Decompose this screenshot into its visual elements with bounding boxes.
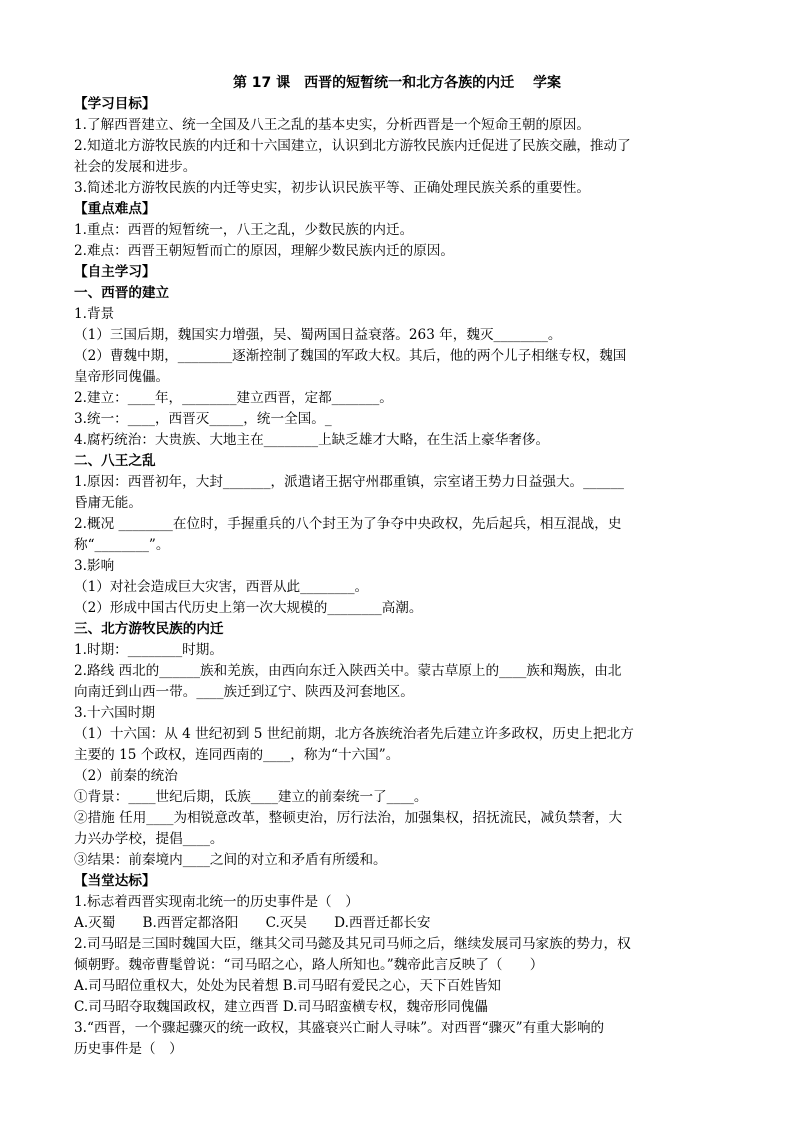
text-line: A.司马昭位重权大，处处为民着想 B.司马昭有爱民之心，天下百姓皆知 bbox=[74, 978, 501, 994]
section-heading: 【学习目标】 bbox=[74, 96, 156, 112]
text-line: （2）曹魏中期，________逐渐控制了魏国的军政大权。其后，他的两个儿子相继专权，魏国 bbox=[74, 348, 627, 364]
text-line: ①背景：____世纪后期，氐族____建立的前秦统一了____。 bbox=[74, 789, 428, 805]
text-line: （2）形成中国古代历史上第一次大规模的________高潮。 bbox=[74, 600, 423, 616]
text-line: （1）十六国：从 4 世纪初到 5 世纪前期，北方各族统治者先后建立许多政权，历史上把北方 bbox=[74, 726, 634, 742]
text-line: 社会的发展和进步。 bbox=[74, 159, 197, 175]
text-line: 3.影响 bbox=[74, 558, 115, 574]
text-line: （2）前秦的统治 bbox=[74, 768, 178, 784]
text-line: 2.难点：西晋王朝短暂而亡的原因，理解少数民族内迁的原因。 bbox=[74, 243, 454, 259]
text-line: ②措施 任用____为相锐意改革，整顿吏治，厉行法治，加强集权，招抚流民，减负禁奢，大 bbox=[74, 810, 623, 826]
text-line: ③结果：前秦境内____之间的对立和矛盾有所缓和。 bbox=[74, 852, 387, 868]
text-line: 1.重点：西晋的短暂统一，八王之乱，少数民族的内迁。 bbox=[74, 222, 414, 238]
text-line: 主要的 15 个政权，连同西南的____，称为“十六国”。 bbox=[74, 747, 400, 763]
text-line: 1.时期：________时期。 bbox=[74, 642, 223, 658]
text-line: 3.十六国时期 bbox=[74, 705, 155, 721]
section-heading: 二、八王之乱 bbox=[74, 453, 156, 469]
text-line: 倾朝野。魏帝曹髦曾说：“司马昭之心，路人所知也。”魏帝此言反映了（ ） bbox=[74, 957, 544, 973]
section-heading: 一、西晋的建立 bbox=[74, 285, 170, 301]
section-heading: 【自主学习】 bbox=[74, 264, 156, 280]
section-heading: 三、北方游牧民族的内迁 bbox=[74, 621, 224, 637]
text-line: （1）三国后期，魏国实力增强，吴、蜀两国日益衰落。263 年，魏灭________。 bbox=[74, 327, 562, 343]
text-line: 1.标志着西晋实现南北统一的历史事件是（ ） bbox=[74, 894, 359, 910]
text-line: 1.背景 bbox=[74, 306, 115, 322]
text-line: （1）对社会造成巨大灾害，西晋从此________。 bbox=[74, 579, 369, 595]
text-line: 历史事件是（ ） bbox=[74, 1041, 183, 1057]
section-heading: 【重点难点】 bbox=[74, 201, 156, 217]
text-line: C.司马昭夺取魏国政权，建立西晋 D.司马昭蛮横专权，魏帝形同傀儡 bbox=[74, 999, 488, 1015]
text-line: 1.原因：西晋初年，大封_______，派遣诸王据守州郡重镇，宗室诸王势力日益强大。______ bbox=[74, 474, 624, 490]
text-line: 2.路线 西北的______族和羌族，由西向东迁入陕西关中。蒙古草原上的____族和羯族，由北 bbox=[74, 663, 622, 679]
text-line: 皇帝形同傀儡。 bbox=[74, 369, 170, 385]
text-line: 称“________”。 bbox=[74, 537, 170, 553]
text-line: A.灭蜀 B.西晋定都洛阳 C.灭吴 D.西晋迁都长安 bbox=[74, 915, 431, 931]
text-line: 2.知道北方游牧民族的内迁和十六国建立，认识到北方游牧民族内迁促进了民族交融，推动了 bbox=[74, 138, 631, 154]
page-title: 第 17 课 西晋的短暂统一和北方各族的内迁 学案 bbox=[232, 75, 562, 91]
text-line: 2.概况 ________在位时，手握重兵的八个封王为了争夺中央政权，先后起兵，相互混战，史 bbox=[74, 516, 622, 532]
text-line: 2.司马昭是三国时魏国大臣，继其父司马懿及其兄司马师之后，继续发展司马家族的势力，权 bbox=[74, 936, 631, 952]
text-line: 3.简述北方游牧民族的内迁等史实，初步认识民族平等、正确处理民族关系的重要性。 bbox=[74, 180, 590, 196]
text-line: 2.建立：____年，________建立西晋，定都_______。 bbox=[74, 390, 393, 406]
text-line: 向南迁到山西一带。____族迁到辽宁、陕西及河套地区。 bbox=[74, 684, 414, 700]
text-line: 力兴办学校，提倡____。 bbox=[74, 831, 224, 847]
text-line: 4.腐朽统治：大贵族、大地主在________上缺乏雄才大略，在生活上豪华奢侈。 bbox=[74, 432, 550, 448]
text-line: 昏庸无能。 bbox=[74, 495, 142, 511]
document-body bbox=[74, 94, 734, 1060]
text-line: 3.统一：____，西晋灭_____，统一全国。_ bbox=[74, 411, 332, 427]
text-line: 1.了解西晋建立、统一全国及八王之乱的基本史实，分析西晋是一个短命王朝的原因。 bbox=[74, 117, 590, 133]
text-line: 3.“西晋，一个骤起骤灭的统一政权，其盛衰兴亡耐人寻味”。对西晋“骤灭”有重大影响的 bbox=[74, 1020, 605, 1036]
section-heading: 【当堂达标】 bbox=[74, 873, 156, 889]
